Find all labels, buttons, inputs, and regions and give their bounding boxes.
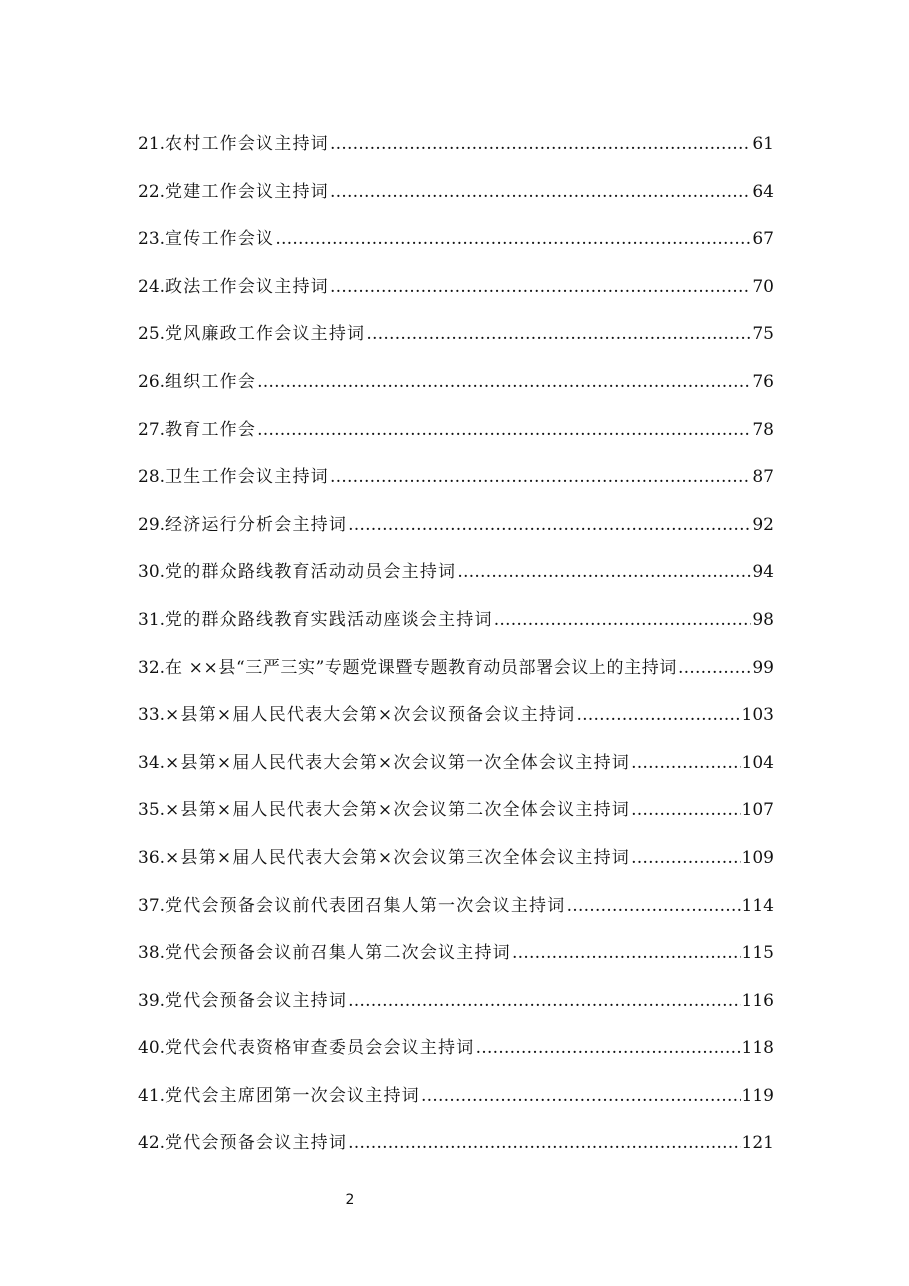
- toc-entry-page: 116: [741, 990, 774, 1011]
- toc-entry: [138, 748, 774, 796]
- toc-entry-number: 26.: [138, 371, 166, 392]
- toc-dot-leader: [457, 562, 751, 582]
- toc-entry-title: 党的群众路线教育实践活动座谈会主持词: [165, 609, 493, 630]
- toc-entry-page: 118: [741, 1038, 774, 1059]
- toc-entry: [138, 1033, 774, 1081]
- toc-entry-title: ×县第×届人民代表大会第×次会议预备会议主持词: [165, 705, 576, 726]
- toc-entry-title: 政法工作会议主持词: [165, 276, 329, 297]
- toc-entry-number: 25.: [138, 324, 166, 345]
- toc-entry-title: 党代会主席团第一次会议主持词: [165, 1085, 420, 1106]
- toc-entry-title: 农村工作会议主持词: [165, 134, 329, 154]
- toc-entry-page: 104: [741, 752, 774, 773]
- toc-entry-page: 107: [741, 800, 774, 821]
- toc-entry-page: 70: [752, 276, 774, 297]
- toc-entry: [138, 605, 774, 653]
- toc-entry-title: 组织工作会: [165, 371, 257, 392]
- toc-entry-title: 卫生工作会议主持词: [165, 467, 329, 488]
- toc-entry-number: 29.: [138, 514, 166, 535]
- toc-entry-title: ×县第×届人民代表大会第×次会议第二次全体会议主持词: [165, 800, 630, 821]
- toc-entry-title: 党代会预备会议主持词: [165, 1133, 348, 1154]
- toc-entry: [138, 938, 774, 986]
- toc-entry-number: 42.: [138, 1133, 166, 1154]
- toc-entry: [138, 700, 774, 748]
- toc-entry: [138, 795, 774, 843]
- toc-entry-title: ×县第×届人民代表大会第×次会议第一次全体会议主持词: [165, 752, 630, 773]
- toc-entry-title: 党代会代表资格审查委员会会议主持词: [165, 1038, 475, 1059]
- toc-entry-number: 34.: [138, 752, 166, 773]
- toc-dot-leader: [494, 610, 752, 630]
- toc-dot-leader: [566, 896, 740, 916]
- toc-entry-number: 40.: [138, 1038, 166, 1059]
- toc-entry-number: 38.: [138, 943, 166, 964]
- toc-entry-number: 28.: [138, 467, 166, 488]
- toc-entry-page: 67: [752, 229, 774, 250]
- toc-entry-page: 94: [752, 562, 774, 583]
- toc-entry-page: 114: [741, 895, 774, 916]
- toc-entry-page: 109: [741, 847, 774, 868]
- toc-entry-page: 75: [752, 324, 774, 345]
- toc-dot-leader: [330, 467, 752, 487]
- toc-entry-title: ×县第×届人民代表大会第×次会议第三次全体会议主持词: [165, 847, 630, 868]
- toc-entry: [138, 557, 774, 605]
- toc-entry: [138, 177, 774, 225]
- toc-entry-title: 在 ××县“三严三实”专题党课暨专题教育动员部署会议上的主持词: [165, 657, 677, 678]
- toc-dot-leader: [631, 753, 741, 773]
- toc-entry: [138, 891, 774, 939]
- toc-entry: [138, 367, 774, 415]
- toc-dot-leader: [257, 420, 751, 440]
- toc-entry: [138, 986, 774, 1034]
- toc-entry-number: 36.: [138, 847, 166, 868]
- toc-entry-page: 121: [741, 1133, 774, 1154]
- toc-entry-title: 党的群众路线教育活动动员会主持词: [165, 562, 457, 583]
- toc-entry-number: 41.: [138, 1085, 166, 1106]
- toc-entry-number: 37.: [138, 895, 166, 916]
- toc-entry: [138, 1128, 774, 1176]
- toc-dot-leader: [631, 800, 741, 820]
- toc-entry-page: 92: [752, 514, 774, 535]
- toc-entry: [138, 462, 774, 510]
- toc-dot-leader: [512, 943, 741, 963]
- toc-entry-number: 23.: [138, 229, 166, 250]
- toc-entry-page: 98: [752, 609, 774, 630]
- toc-entry-page: 61: [752, 134, 774, 154]
- toc-entry-title: 党代会预备会议前代表团召集人第一次会议主持词: [165, 895, 566, 916]
- toc-entry-page: 99: [752, 657, 774, 678]
- toc-entry: [138, 415, 774, 463]
- toc-entry: [138, 510, 774, 558]
- toc-dot-leader: [330, 277, 752, 297]
- toc-dot-leader: [257, 372, 751, 392]
- toc-entry-title: 党风廉政工作会议主持词: [165, 324, 366, 345]
- toc-entry-title: 党代会预备会议主持词: [165, 990, 348, 1011]
- toc-entry: [138, 653, 774, 701]
- toc-entry-number: 21.: [138, 134, 166, 154]
- toc-dot-leader: [330, 182, 752, 202]
- toc-entry: [138, 129, 774, 177]
- toc-entry-number: 22.: [138, 181, 166, 202]
- toc-entry-number: 32.: [138, 657, 166, 678]
- toc-entry: [138, 1081, 774, 1129]
- toc-dot-leader: [275, 229, 751, 249]
- toc-entry-page: 119: [741, 1085, 774, 1106]
- toc-entry-title: 党代会预备会议前召集人第二次会议主持词: [165, 943, 511, 964]
- toc-dot-leader: [330, 134, 752, 154]
- toc-entry-title: 党建工作会议主持词: [165, 181, 329, 202]
- toc-entry-number: 39.: [138, 990, 166, 1011]
- page-number: 2: [345, 1192, 355, 1208]
- toc-entry-title: 宣传工作会议: [165, 229, 275, 250]
- toc-dot-leader: [366, 324, 751, 344]
- toc-entry-number: 31.: [138, 609, 166, 630]
- toc-entry: [138, 272, 774, 320]
- toc-entry-title: 经济运行分析会主持词: [165, 514, 348, 535]
- toc-entry-page: 115: [741, 943, 774, 964]
- toc-entry-page: 87: [752, 467, 774, 488]
- toc-dot-leader: [348, 1133, 741, 1153]
- toc-entry: [138, 224, 774, 272]
- toc-entry: [138, 319, 774, 367]
- toc-entry: [138, 843, 774, 891]
- toc-dot-leader: [475, 1038, 740, 1058]
- toc-dot-leader: [348, 991, 741, 1011]
- toc-entry-number: 27.: [138, 419, 166, 440]
- table-of-contents: [138, 129, 774, 1176]
- toc-entry-title: 教育工作会: [165, 419, 257, 440]
- toc-entry-page: 78: [752, 419, 774, 440]
- toc-entry-page: 76: [752, 371, 774, 392]
- toc-dot-leader: [678, 658, 751, 678]
- toc-dot-leader: [576, 705, 740, 725]
- toc-dot-leader: [348, 515, 751, 535]
- toc-entry-number: 24.: [138, 276, 166, 297]
- toc-entry-page: 64: [752, 181, 774, 202]
- toc-entry-page: 103: [741, 705, 774, 726]
- toc-entry-number: 30.: [138, 562, 166, 583]
- toc-entry-number: 33.: [138, 705, 166, 726]
- toc-entry-number: 35.: [138, 800, 166, 821]
- toc-dot-leader: [631, 848, 741, 868]
- toc-dot-leader: [421, 1086, 741, 1106]
